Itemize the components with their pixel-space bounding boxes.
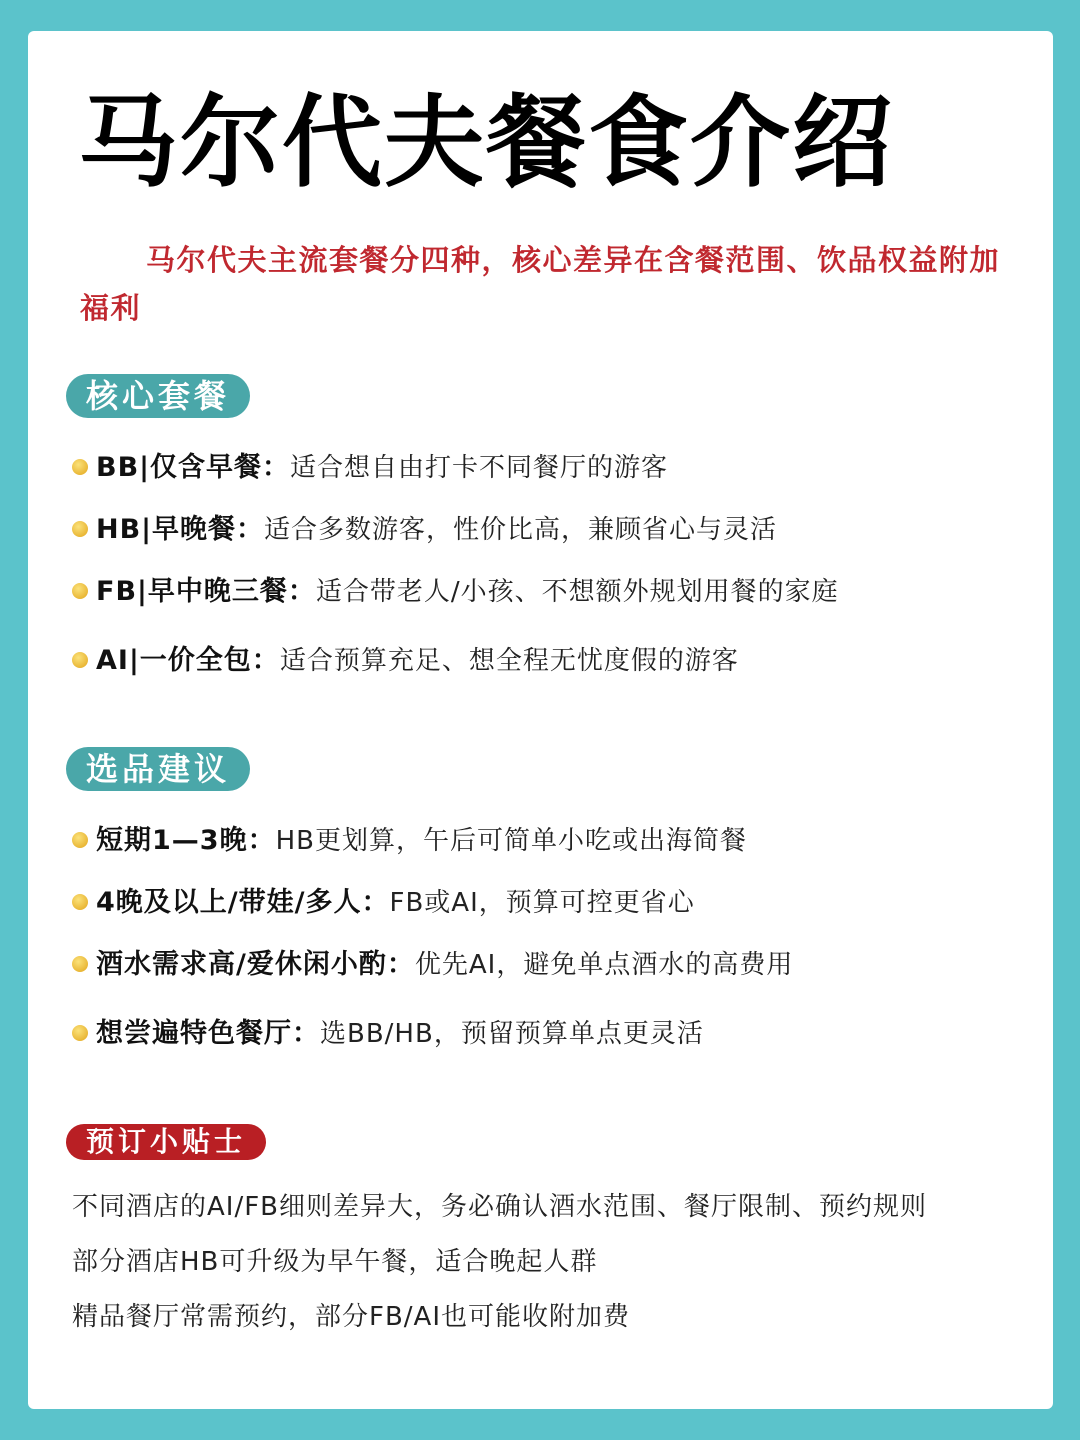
item-desc: 选BB/HB，预留预算单点更灵活 — [320, 1019, 704, 1049]
item-desc: 适合多数游客，性价比高，兼顾省心与灵活 — [264, 515, 778, 545]
item-key: 4晚及以上/带娃/多人： — [96, 887, 390, 918]
list-item — [72, 824, 747, 858]
item-key: BB|仅含早餐： — [96, 452, 291, 483]
intro-text: 马尔代夫主流套餐分四种，核心差异在含餐范围、饮品权益附加福利 — [80, 243, 1001, 325]
item-key: HB|早晚餐： — [96, 514, 265, 545]
page-title: 马尔代夫餐食介绍 — [78, 84, 894, 201]
bullet-dot-icon — [72, 652, 88, 668]
bullet-dot-icon — [72, 1025, 88, 1041]
item-key: 酒水需求高/爱休闲小酌： — [96, 949, 415, 980]
list-item — [72, 886, 695, 920]
item-key: 想尝遍特色餐厅： — [96, 1018, 320, 1049]
list-item — [72, 451, 668, 485]
section-badge-advice: 选品建议 — [66, 747, 250, 791]
item-key: 短期1—3晚： — [96, 825, 276, 856]
item-desc: 优先AI，避免单点酒水的高费用 — [414, 950, 794, 980]
item-desc: HB更划算，午后可简单小吃或出海简餐 — [275, 826, 747, 856]
list-item — [72, 575, 839, 609]
tip-line: 不同酒店的AI/FB细则差异大，务必确认酒水范围、餐厅限制、预约规则 — [72, 1192, 928, 1222]
item-key: AI|一价全包： — [96, 645, 280, 676]
list-item — [72, 513, 777, 547]
list-item — [72, 1017, 704, 1051]
bullet-dot-icon — [72, 459, 88, 475]
bullet-dot-icon — [72, 832, 88, 848]
content-card — [28, 31, 1053, 1409]
bullet-dot-icon — [72, 521, 88, 537]
section-badge-core: 核心套餐 — [66, 374, 250, 418]
bullet-dot-icon — [72, 894, 88, 910]
tip-line: 部分酒店HB可升级为早午餐，适合晚起人群 — [72, 1247, 598, 1277]
item-desc: FB或AI，预算可控更省心 — [389, 888, 695, 918]
item-desc: 适合预算充足、想全程无忧度假的游客 — [279, 646, 739, 676]
item-desc: 适合想自由打卡不同餐厅的游客 — [290, 453, 669, 483]
item-key: FB|早中晚三餐： — [96, 576, 316, 607]
bullet-dot-icon — [72, 583, 88, 599]
section-badge-tips: 预订小贴士 — [66, 1124, 266, 1160]
list-item — [72, 948, 793, 982]
tip-line: 精品餐厅常需预约，部分FB/AI也可能收附加费 — [72, 1302, 631, 1332]
item-desc: 适合带老人/小孩、不想额外规划用餐的家庭 — [315, 577, 839, 607]
list-item — [72, 644, 739, 678]
bullet-dot-icon — [72, 956, 88, 972]
